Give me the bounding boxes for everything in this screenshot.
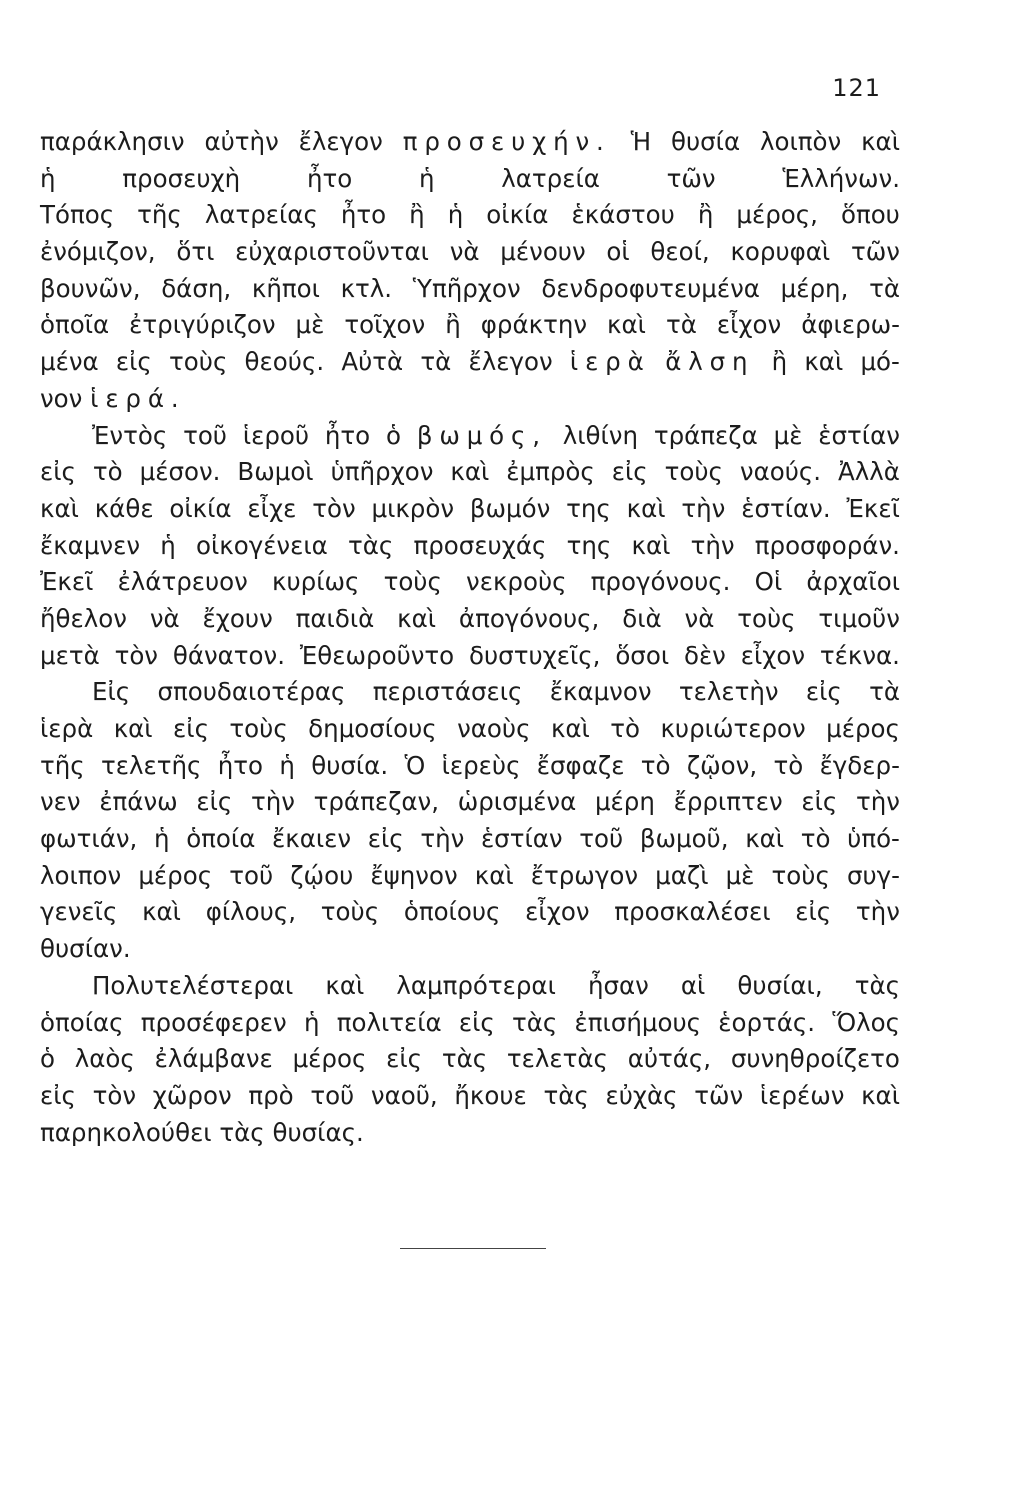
spaced-term: ἱερά. [90, 383, 186, 413]
word: ἡ [303, 1007, 320, 1037]
word: τὴν [420, 824, 465, 854]
text-line [40, 124, 900, 161]
word: ἔτρωγον [530, 860, 639, 890]
text-line [40, 1041, 900, 1078]
word: προγόνους. [590, 567, 731, 597]
text-line [40, 638, 900, 675]
word: οἰκία [486, 200, 549, 230]
word: καὶ [325, 970, 365, 1000]
text-line [40, 968, 900, 1005]
word: ὑπό- [847, 824, 900, 854]
word: τὰς [441, 1044, 488, 1074]
word: Ἐθεωροῦντο [299, 640, 455, 670]
word: μετὰ [40, 640, 100, 670]
word: κυριώτερον [660, 714, 806, 743]
word: τὸν [114, 640, 158, 670]
word: ἀρχαῖοι [806, 567, 900, 597]
word: ἐλάτρευον [117, 567, 248, 597]
word: εἶχον [525, 897, 590, 927]
word: καὶ [607, 310, 646, 340]
word: καὶ [40, 493, 79, 523]
word: καὶ [550, 714, 590, 743]
word: θεούς. [244, 347, 325, 377]
word: ὑπῆρχον [330, 457, 434, 487]
word: Ἑλλήνων. [782, 163, 900, 193]
word: λαμπρότεραι [396, 970, 556, 1000]
word: οἰκογένεια [195, 530, 328, 560]
section-divider [400, 1248, 546, 1249]
word: ἑστίαν [480, 824, 563, 854]
word: ὅπου [840, 200, 900, 230]
word: νὰ [449, 237, 480, 267]
word: τοὺς [320, 897, 380, 927]
word: τὰς [348, 530, 394, 560]
word: ὅτι [176, 237, 215, 267]
word: εἰς [611, 457, 648, 487]
word: ἱερὰ [40, 714, 94, 743]
word: τὰς [512, 1007, 558, 1037]
word: καὶ [142, 897, 181, 927]
word: παράκλησιν [40, 127, 185, 156]
word: εἰς [173, 714, 209, 743]
word: τελετὰς [506, 1044, 608, 1074]
word: ἑορτάς. [718, 1007, 816, 1037]
word: ἐμπρὸς [506, 457, 595, 487]
word: τοὺς [771, 860, 830, 890]
word: καὶ [113, 714, 153, 743]
word: τὸ [610, 714, 641, 743]
word: ἢ [409, 200, 425, 230]
word: βωμοῦ, [639, 824, 729, 854]
word: τὴν [855, 897, 900, 927]
word: ἤθελον [40, 603, 127, 633]
word: μέρος [826, 714, 900, 743]
word: μένα [40, 347, 99, 377]
word: εἰς [458, 1007, 495, 1037]
word: μικρὸν [371, 493, 455, 523]
text-line [40, 858, 900, 895]
word: ὁποία [186, 824, 256, 854]
word: λιθίνη [562, 420, 639, 450]
word: εἶχον [740, 640, 806, 670]
word: μέρος [138, 860, 213, 890]
word: μέρη, [780, 273, 849, 303]
word: εἰς [367, 824, 404, 854]
word: ἑκάστου [571, 200, 675, 230]
word: μαζὶ [655, 860, 709, 890]
text-line [40, 234, 900, 271]
text-line [40, 197, 900, 234]
word: προσκαλέσει [614, 897, 771, 927]
text-line [40, 491, 900, 528]
word: προσέφερεν [140, 1007, 287, 1037]
word: μένουν [500, 237, 586, 267]
word: ἢ [697, 200, 714, 230]
word: ἢ [445, 310, 461, 340]
word: ἔκαμνον [549, 677, 652, 707]
word: κῆποι [251, 273, 320, 303]
word: γενεῖς [40, 897, 118, 927]
word: ἐτριγύριζον [129, 310, 276, 340]
word: τὸν [312, 493, 356, 523]
word: ναοὺς [457, 714, 531, 743]
word: δημοσίους [308, 714, 437, 743]
word: δὲν [683, 640, 726, 670]
word: ἐπισήμους [574, 1007, 702, 1037]
word: τοῦ [579, 824, 624, 854]
word: προσφοράν. [754, 530, 900, 560]
word: θυσία [670, 127, 741, 156]
word: φωτιάν, [40, 824, 138, 854]
word: εἰς [801, 787, 838, 817]
word: δάση, [161, 273, 232, 303]
word: τὴν [250, 787, 295, 817]
word: ἐλάμβανε [154, 1044, 273, 1074]
word: ἔκαιεν [272, 824, 352, 854]
word: τὸν [92, 1080, 137, 1110]
word: αὐτὴν [204, 127, 279, 156]
word: συνηθροίζετο [730, 1044, 900, 1074]
text-line [40, 674, 900, 711]
word: ὁ [40, 1044, 55, 1074]
word: ἐπάνω [99, 787, 178, 817]
word: ἦτο [217, 750, 264, 780]
word: τὸ [773, 750, 804, 780]
word: τὸ [92, 457, 123, 487]
word: τὰ [869, 273, 900, 303]
word: εὐχαριστοῦνται [235, 237, 429, 267]
text-line [40, 381, 900, 418]
word: τοὺς [169, 347, 228, 377]
text-line [40, 528, 900, 565]
word: κάθε [94, 493, 154, 523]
text-line [40, 1005, 900, 1042]
word: θυσίαν. [40, 934, 131, 964]
word: τὴν [690, 530, 735, 560]
word: Ὁ [404, 750, 426, 780]
word: ἦτο [340, 200, 387, 230]
word: φίλους, [205, 897, 297, 927]
word: ἦτο [324, 420, 371, 450]
text-line [40, 711, 900, 748]
word: μέρη [594, 787, 655, 817]
text-line [40, 564, 900, 601]
word: θυσίαι, [737, 970, 823, 1000]
word: τοὺς [229, 714, 288, 743]
word: καὶ [861, 127, 900, 156]
word: τοῦ [310, 1080, 355, 1110]
word: βωμόν [469, 493, 551, 523]
word: Ἡ [630, 127, 652, 156]
word: περιστάσεις [372, 677, 523, 707]
page-number: 121 [832, 74, 881, 102]
word: τὴν [855, 787, 900, 817]
word: τὰ [869, 677, 900, 707]
word: λαὸς [74, 1044, 135, 1074]
word: ἔγδερ- [819, 750, 900, 780]
word: Αὐτὰ [341, 347, 404, 377]
word: παρηκολούθει [40, 1117, 212, 1147]
word: ἡ [418, 163, 435, 193]
word: προσευχὴ [122, 163, 241, 193]
word: καὶ [626, 493, 666, 523]
word: συγ- [846, 860, 900, 890]
word: ἔσφαζε [536, 750, 625, 780]
word: τὰ [420, 347, 452, 377]
word: ἡ [160, 530, 176, 560]
word: τιμοῦν [818, 603, 900, 633]
word: ὁποῖα [40, 310, 110, 340]
word: ἡ [154, 824, 170, 854]
word: διὰ [622, 603, 662, 633]
text-line [40, 271, 900, 308]
word: Πολυτελέστεραι [92, 970, 294, 1000]
word: αἱ [680, 970, 706, 1000]
word: παιδιὰ [295, 603, 375, 633]
word: τοῦ [183, 420, 227, 450]
text-line [40, 748, 900, 785]
word: εὐχὰς [605, 1080, 678, 1110]
spaced-term: βωμός, [416, 420, 547, 450]
text-line [40, 418, 900, 455]
word: εἰς [40, 1080, 76, 1110]
word: ἢ [771, 347, 788, 377]
word: ναοῦ, [370, 1080, 438, 1110]
word: λοιπον [40, 860, 122, 890]
word: μὲ [725, 860, 755, 890]
text-line [40, 454, 900, 491]
word: Ἐντὸς [92, 420, 168, 450]
spaced-term: ἱερὰ ἄλση [569, 347, 755, 377]
word: ὁποίους [403, 897, 501, 927]
word: δυστυχεῖς, [469, 640, 601, 670]
word: καὶ [745, 824, 785, 854]
word: τὰς [854, 970, 900, 1000]
word: θεοί, [650, 237, 710, 267]
word: τοὺς [383, 567, 442, 597]
word: μὲ [295, 310, 325, 340]
word: μό- [860, 347, 900, 377]
text-line [40, 1115, 900, 1152]
word: δενδροφυτευμένα [541, 273, 760, 303]
word: νεκροὺς [466, 567, 567, 597]
word: εἰς [40, 457, 76, 487]
word: μέρος [292, 1044, 367, 1074]
word: ἡ [447, 200, 464, 230]
word: ἡ [40, 163, 56, 193]
text-line [40, 601, 900, 638]
word: προσευχάς [413, 530, 547, 560]
word: τράπεζα [653, 420, 758, 450]
word: ἱερεὺς [441, 750, 521, 780]
word: ἀφιερω- [801, 310, 900, 340]
word: τελετῆς [101, 750, 202, 780]
word: ἐνόμιζον, [40, 237, 156, 267]
word: λοιπὸν [760, 127, 842, 156]
word: ἔψηνον [370, 860, 458, 890]
text-line [40, 307, 900, 344]
word: ὁποίας [40, 1007, 124, 1037]
word: βουνῶν, [40, 273, 141, 303]
word: εἰς [805, 677, 842, 707]
word: καὶ [397, 603, 437, 633]
word: ἔκαμνεν [40, 530, 141, 560]
word: τελετὴν [678, 677, 779, 707]
word: τὰς [543, 1080, 589, 1110]
word: ἦσαν [587, 970, 649, 1000]
word: μὲ [773, 420, 803, 450]
word: ἔρριπτεν [673, 787, 783, 817]
word: νεν [40, 787, 81, 817]
text-line [40, 821, 900, 858]
word: τὰ [665, 310, 697, 340]
word: ναούς. [739, 457, 822, 487]
word: Ἀλλὰ [838, 457, 900, 487]
word: Οἱ [754, 567, 783, 597]
word: κορυφαὶ [730, 237, 831, 267]
word: καὶ [804, 347, 844, 377]
word: πολιτεία [336, 1007, 442, 1037]
word: ὡρισμένα [457, 787, 577, 817]
word: νὰ [684, 603, 715, 633]
word: ἡ [279, 750, 295, 780]
word: τοὺς [664, 457, 723, 487]
word: χῶρον [152, 1080, 232, 1110]
word: ἑστίαν [818, 420, 900, 450]
word: εἰς [196, 787, 233, 817]
word: της [566, 530, 612, 560]
word: νον [40, 383, 83, 413]
word: τὸ [640, 750, 671, 780]
word: ἤκουε [454, 1080, 527, 1110]
word: πρὸ [248, 1080, 294, 1110]
word: ὁ [386, 420, 402, 450]
word: εἰς [386, 1044, 423, 1074]
word: Βωμοὶ [237, 457, 314, 487]
word: καὶ [631, 530, 671, 560]
word: θάνατον. [172, 640, 286, 670]
text-line [40, 931, 900, 968]
word: κυρίως [272, 567, 360, 597]
text-line [40, 344, 900, 381]
word: μέρος, [736, 200, 818, 230]
word: καὶ [450, 457, 490, 487]
word: κτλ. [340, 273, 393, 303]
word: ἱεροῦ [242, 420, 310, 450]
word: θυσία. [311, 750, 389, 780]
word: μέσον. [139, 457, 221, 487]
word: ἔλεγον [298, 127, 383, 156]
word: Ὅλος [832, 1007, 900, 1037]
word: ἀπογόνους, [458, 603, 600, 633]
word: λατρείας [204, 200, 318, 230]
word: τῆς [137, 200, 182, 230]
word: καὶ [861, 1080, 900, 1110]
word: εἶχον [716, 310, 782, 340]
word: νὰ [149, 603, 180, 633]
word: τῶν [694, 1080, 744, 1110]
spaced-term: προσευχήν. [402, 127, 611, 156]
word: οἱ [606, 237, 630, 267]
word: καὶ [474, 860, 514, 890]
word: της [566, 493, 611, 523]
word: ἱερέων [759, 1080, 845, 1110]
word: Ἐκεῖ [40, 567, 94, 597]
word: τοὺς [737, 603, 796, 633]
word: τὴν [681, 493, 726, 523]
word: ἔχουν [202, 603, 273, 633]
word: ἑστίαν. [741, 493, 831, 523]
word: τῆς [40, 750, 85, 780]
word: εἰς [795, 897, 832, 927]
word: φράκτην [480, 310, 588, 340]
word: σπουδαιοτέρας [157, 677, 346, 707]
word: εἰς [115, 347, 152, 377]
word: Ὑπῆρχον [412, 273, 521, 303]
word: ζῴου [290, 860, 354, 890]
word: ὅσοι [615, 640, 670, 670]
word: Ἐκεῖ [846, 493, 900, 523]
word: τοῦ [229, 860, 274, 890]
word: ζῷον, [686, 750, 758, 780]
text-line [40, 894, 900, 931]
word: ἔλεγον [468, 347, 553, 377]
word: τὸ [800, 824, 831, 854]
word: αὐτάς, [627, 1044, 712, 1074]
text-line [40, 161, 900, 198]
word: Τόπος [40, 200, 115, 230]
text-line [40, 1078, 900, 1115]
body-text [40, 124, 900, 1151]
word: ἦτο [306, 163, 353, 193]
word: τῶν [850, 237, 900, 267]
word: τὰς [219, 1117, 265, 1147]
word: τράπεζαν, [313, 787, 440, 817]
word: εἶχε [247, 493, 297, 523]
word: οἰκία [169, 493, 232, 523]
word: τέκνα. [819, 640, 900, 670]
word: θυσίας. [272, 1117, 364, 1147]
word: τοῖχον [344, 310, 426, 340]
text-line [40, 784, 900, 821]
word: λατρεία [501, 163, 600, 193]
word: Εἰς [92, 677, 131, 707]
word: τῶν [666, 163, 716, 193]
